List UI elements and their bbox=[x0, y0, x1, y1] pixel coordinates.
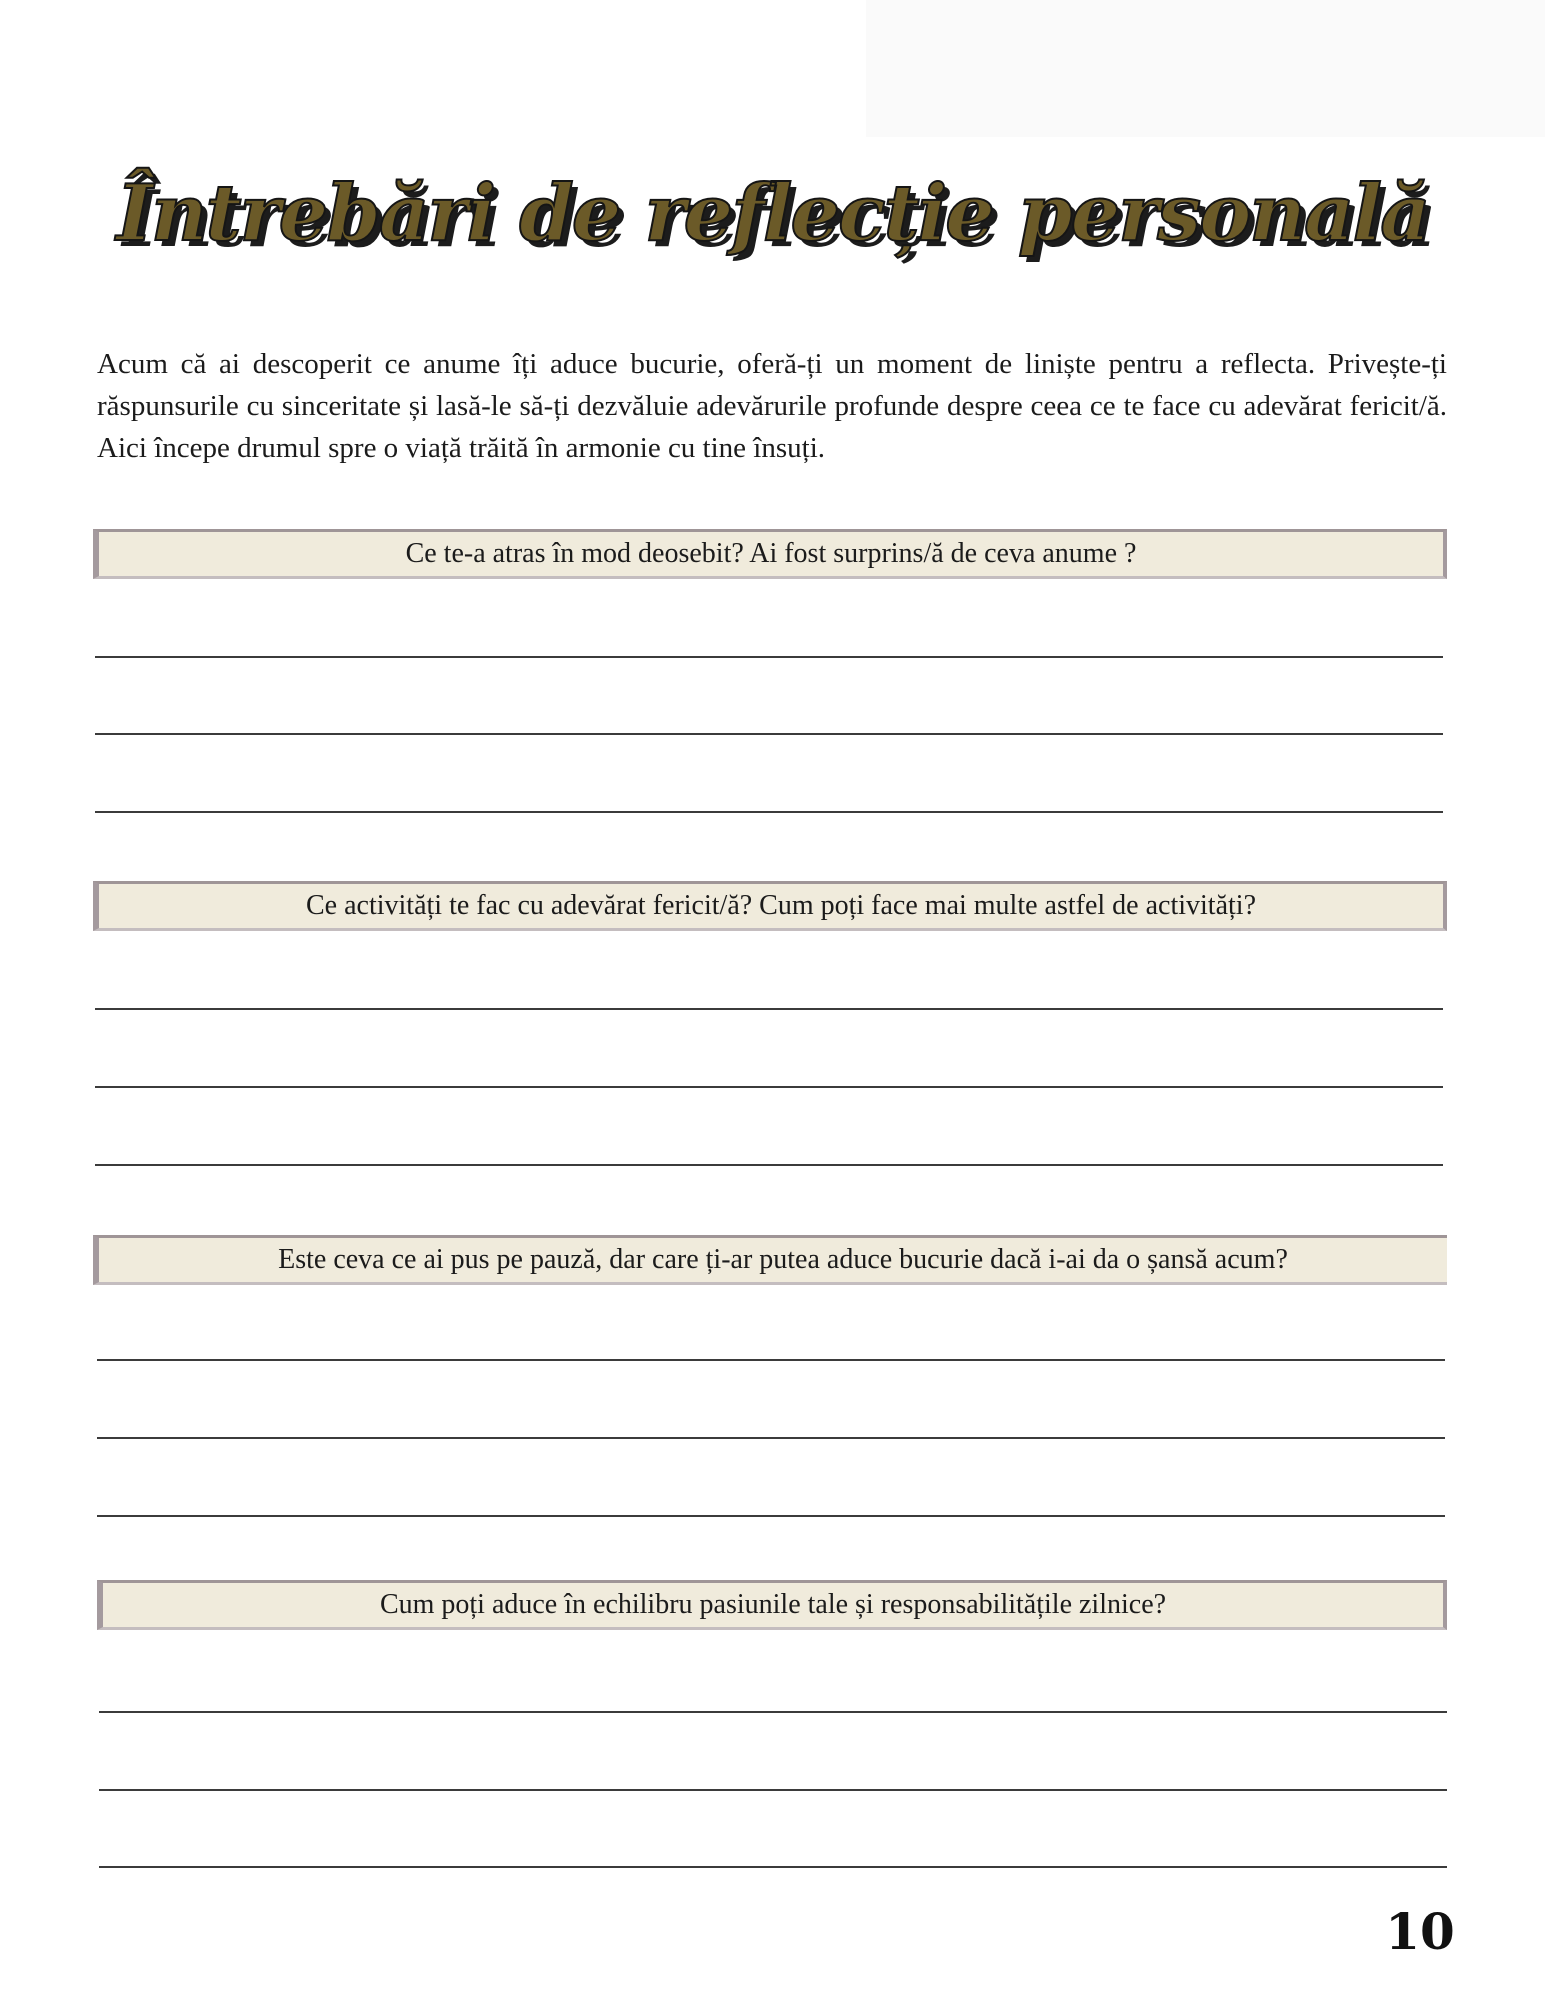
answer-line-2-2[interactable] bbox=[95, 1086, 1443, 1088]
page-title: Întrebări de reflecție personală bbox=[116, 168, 1429, 259]
answer-line-1-2[interactable] bbox=[95, 733, 1443, 735]
answer-line-1-1[interactable] bbox=[95, 656, 1443, 658]
answer-line-3-1[interactable] bbox=[97, 1359, 1445, 1361]
answer-line-2-1[interactable] bbox=[95, 1008, 1443, 1010]
question-box-4: Cum poți aduce în echilibru pasiunile tale și responsabilitățile zilnice? bbox=[97, 1580, 1447, 1630]
page-number: 10 bbox=[1385, 1902, 1455, 1961]
intro-paragraph: Acum că ai descoperit ce anume îți aduce bucurie, oferă-ți un moment de liniște pentru a reflecta. Privește-ți răspunsurile cu sinceritate și lasă-le să-ți dezvăluie adevărurile profunde despre ceea ce te face cu adevărat fericit/ă. Aici începe drumul spre o viață trăită în armonie cu tine însuți. bbox=[97, 348, 1447, 464]
answer-line-4-2[interactable] bbox=[99, 1789, 1447, 1791]
corner-shade bbox=[866, 0, 1545, 137]
answer-line-2-3[interactable] bbox=[95, 1164, 1443, 1166]
question-box-3: Este ceva ce ai pus pe pauză, dar care ți-ar putea aduce bucurie dacă i-ai da o șansă acum? bbox=[93, 1235, 1447, 1285]
answer-line-4-3[interactable] bbox=[99, 1866, 1447, 1868]
answer-line-4-1[interactable] bbox=[99, 1711, 1447, 1713]
question-box-2: Ce activități te fac cu adevărat fericit/ă? Cum poți face mai multe astfel de activități? bbox=[93, 881, 1447, 931]
answer-line-1-3[interactable] bbox=[95, 811, 1443, 813]
answer-line-3-3[interactable] bbox=[97, 1515, 1445, 1517]
question-box-1: Ce te-a atras în mod deosebit? Ai fost surprins/ă de ceva anume ? bbox=[93, 529, 1447, 579]
answer-line-3-2[interactable] bbox=[97, 1437, 1445, 1439]
